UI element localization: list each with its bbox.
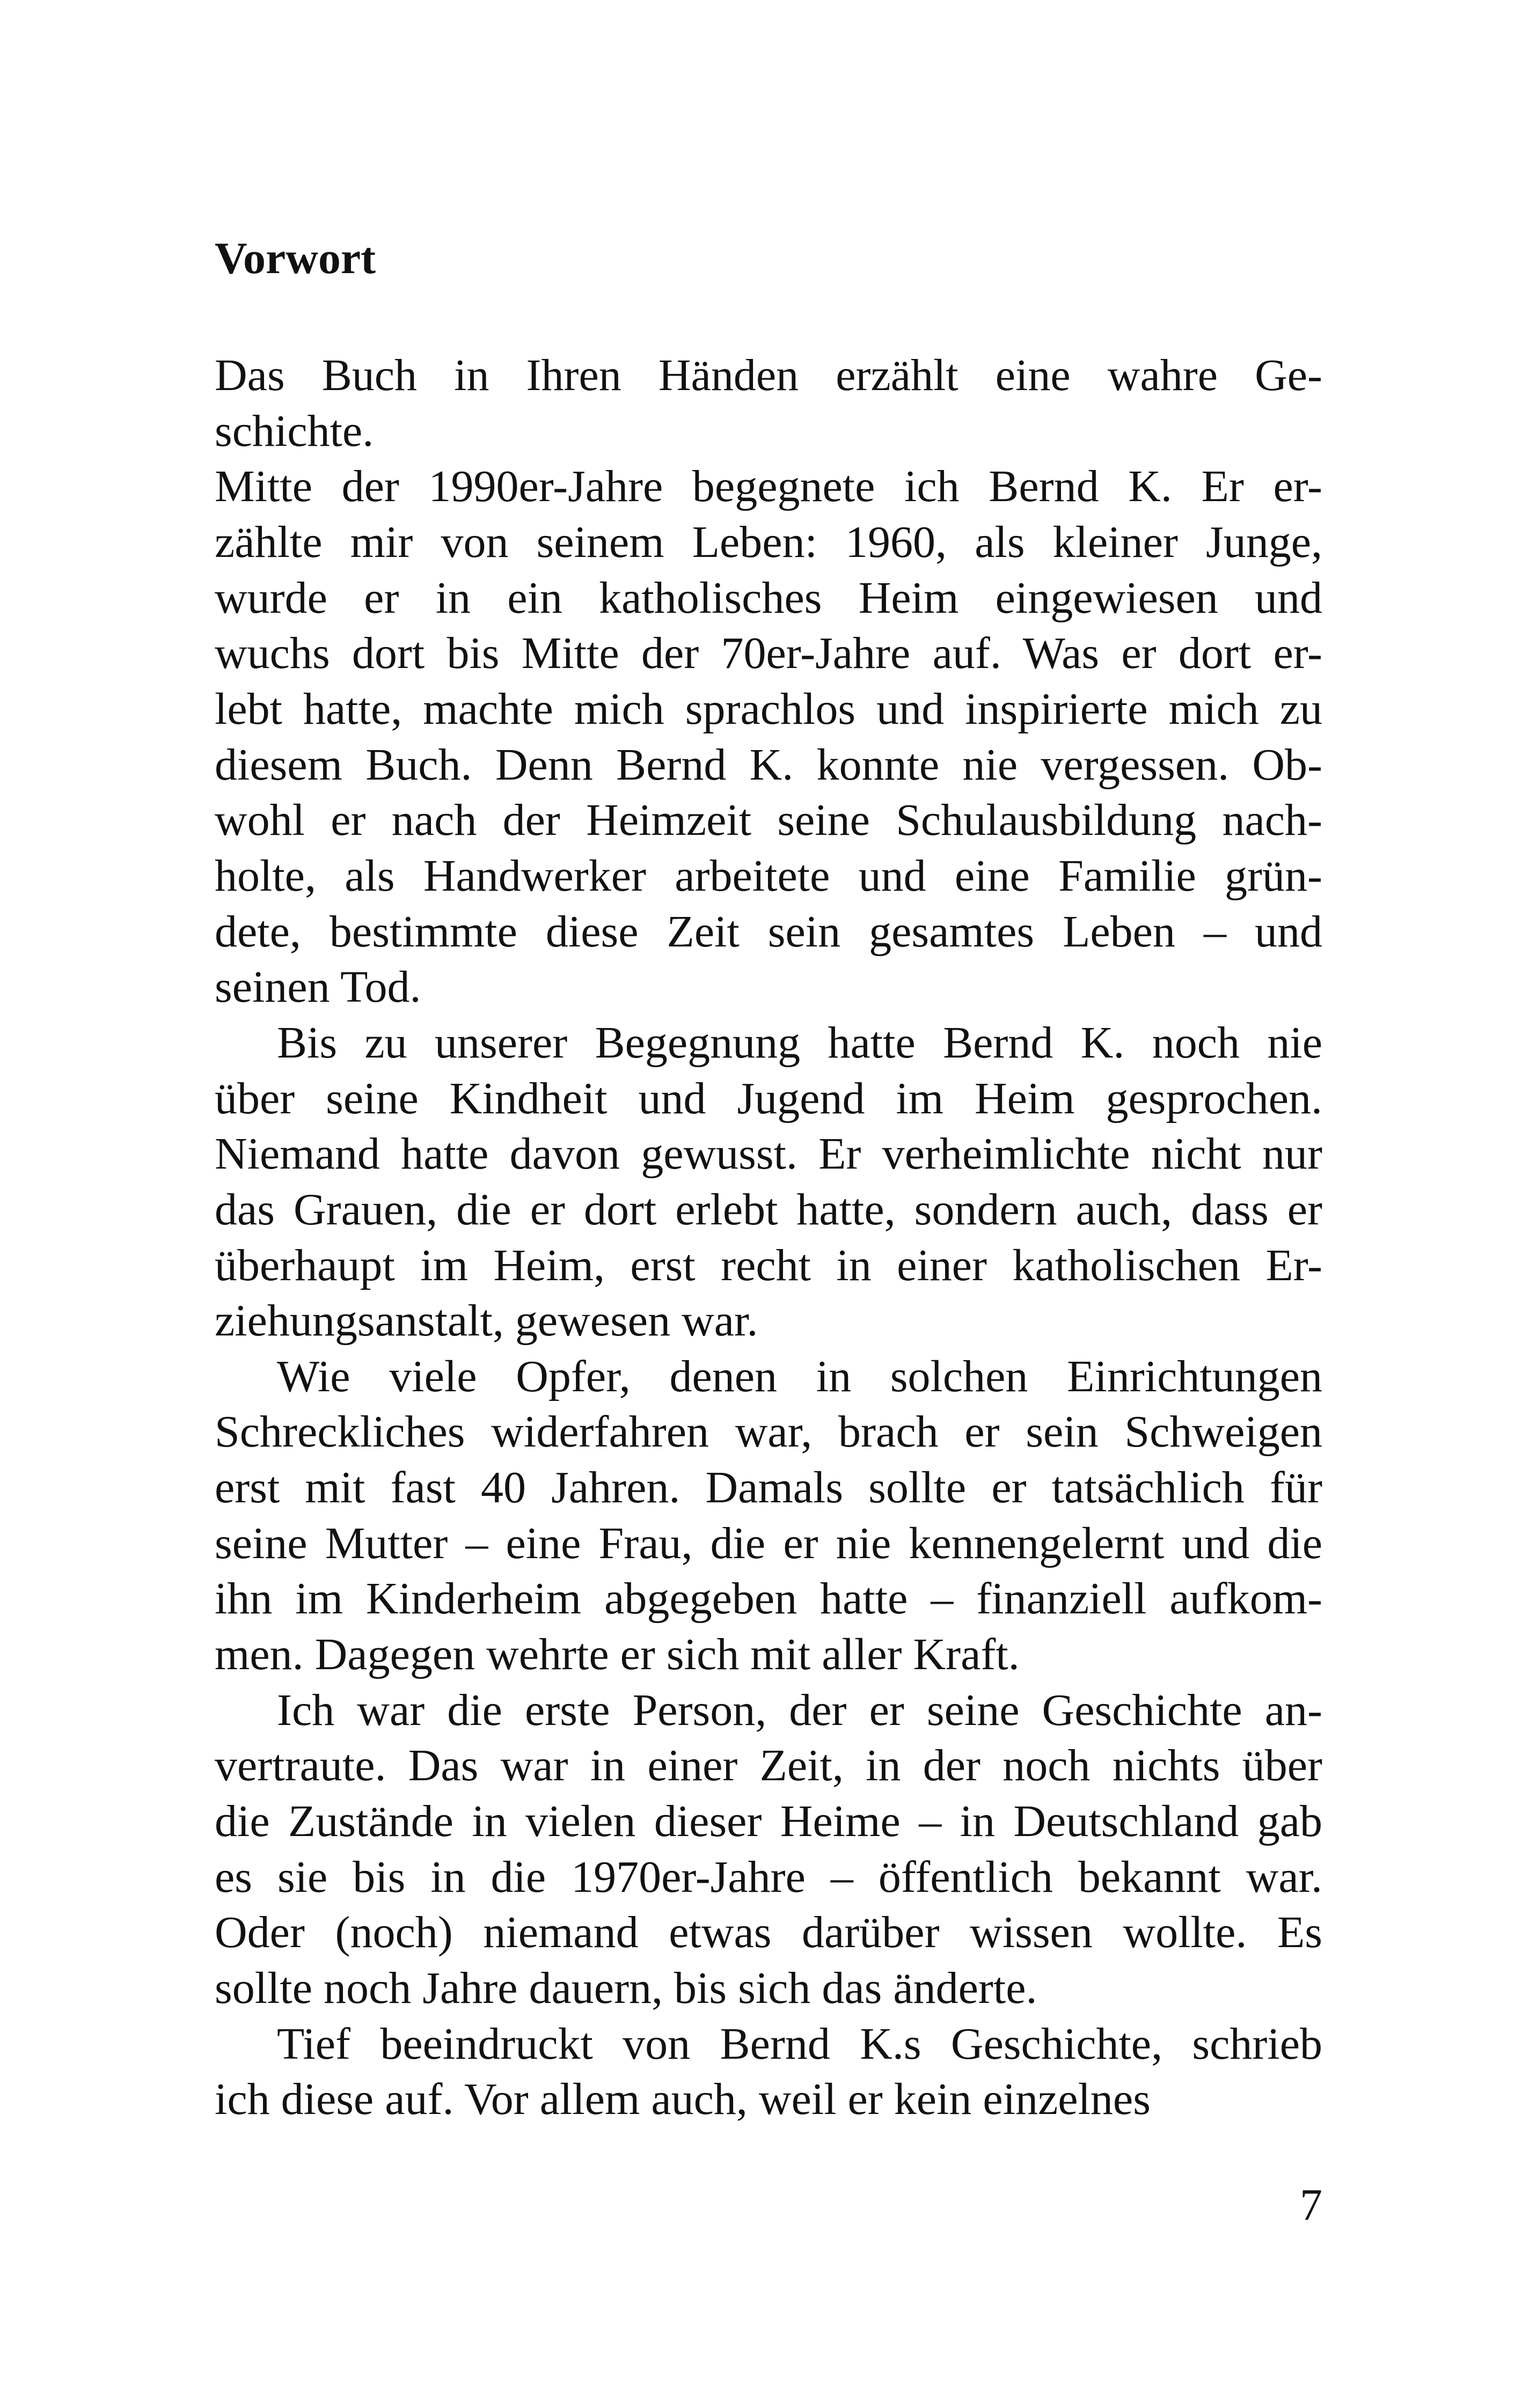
text-line: men. Dagegen wehrte er sich mit aller Kraft. [215, 1629, 1020, 1680]
text-line: es sie bis in die 1970er-Jahre – öffentlich bekannt war. [215, 1852, 1322, 1902]
text-line: Ich war die erste Person, der er seine Geschichte an- [277, 1685, 1322, 1735]
text-line: wurde er in ein katholisches Heim eingewiesen und [215, 572, 1322, 623]
text-line: zählte mir von seinem Leben: 1960, als kleiner Junge, [215, 517, 1322, 567]
text-line: Wie viele Opfer, denen in solchen Einrichtungen [277, 1351, 1322, 1401]
text-line: wohl er nach der Heimzeit seine Schulausbildung nach- [215, 795, 1322, 846]
text-line: seine Mutter – eine Frau, die er nie kennengelernt und die [215, 1518, 1322, 1568]
text-line: Bis zu unserer Begegnung hatte Bernd K. noch nie [277, 1017, 1322, 1068]
text-line: das Grauen, die er dort erlebt hatte, sondern auch, dass er [215, 1184, 1322, 1235]
text-line: ich diese auf. Vor allem auch, weil er kein einzelnes [215, 2074, 1151, 2125]
text-line: Das Buch in Ihren Händen erzählt eine wahre Ge- [215, 350, 1322, 400]
text-line: schichte. [215, 406, 374, 456]
text-line: Schreckliches widerfahren war, brach er sein Schweigen [215, 1407, 1322, 1457]
body-text [215, 348, 1322, 2127]
text-line: erst mit fast 40 Jahren. Damals sollte er tatsächlich für [215, 1463, 1322, 1513]
text-line: Mitte der 1990er-Jahre begegnete ich Bernd K. Er er- [215, 461, 1322, 512]
text-line: holte, als Handwerker arbeitete und eine Familie grün- [215, 850, 1322, 901]
text-line: die Zustände in vielen dieser Heime – in Deutschland gab [215, 1796, 1322, 1847]
text-line: Tief beeindruckt von Bernd K.s Geschichte, schrieb [277, 2018, 1322, 2069]
text-line: ziehungsanstalt, gewesen war. [215, 1296, 758, 1346]
text-line: Oder (noch) niemand etwas darüber wissen wollte. Es [215, 1907, 1322, 1958]
page-number: 7 [1300, 2180, 1322, 2230]
text-line: über seine Kindheit und Jugend im Heim gesprochen. [215, 1073, 1322, 1124]
text-line: überhaupt im Heim, erst recht in einer katholischen Er- [215, 1240, 1322, 1290]
text-line: diesem Buch. Denn Bernd K. konnte nie vergessen. Ob- [215, 739, 1322, 790]
text-line: ihn im Kinderheim abgegeben hatte – finanziell aufkom- [215, 1574, 1322, 1624]
text-line: lebt hatte, machte mich sprachlos und inspirierte mich zu [215, 684, 1322, 734]
text-line: dete, bestimmte diese Zeit sein gesamtes Leben – und [215, 906, 1322, 957]
chapter-heading: Vorwort [215, 233, 376, 283]
text-line: wuchs dort bis Mitte der 70er-Jahre auf. Was er dort er- [215, 628, 1322, 679]
text-line: vertraute. Das war in einer Zeit, in der noch nichts über [215, 1741, 1322, 1791]
text-line: sollte noch Jahre dauern, bis sich das änderte. [215, 1963, 1037, 2014]
text-line: seinen Tod. [215, 962, 421, 1012]
text-line: Niemand hatte davon gewusst. Er verheimlichte nicht nur [215, 1129, 1322, 1179]
